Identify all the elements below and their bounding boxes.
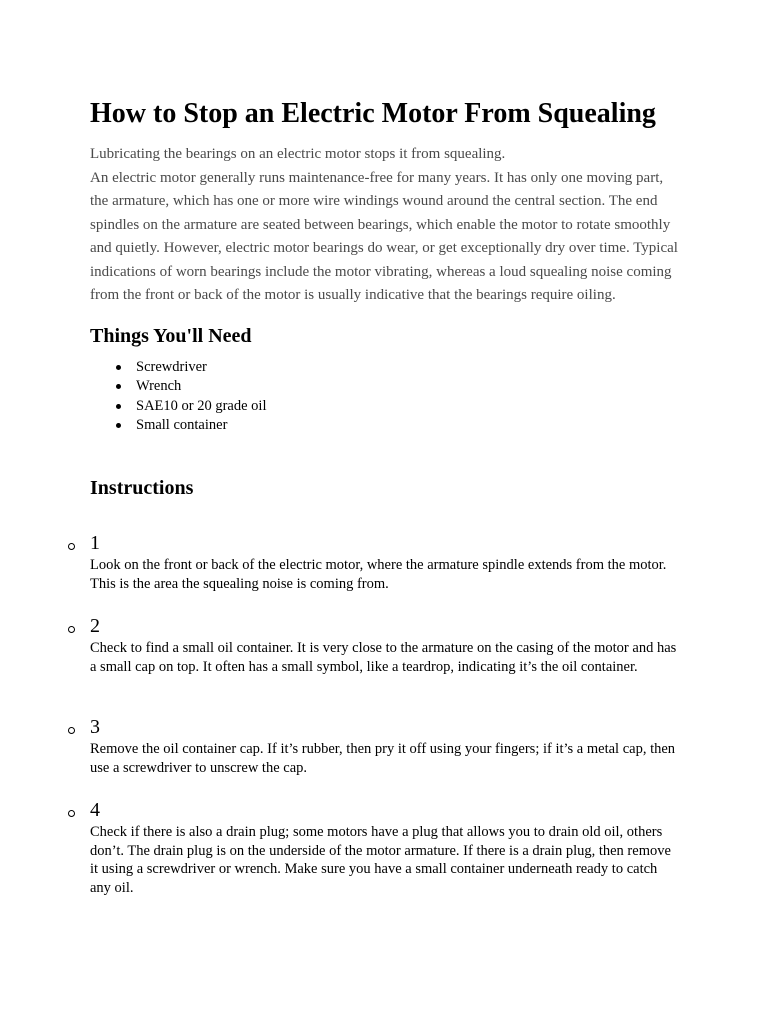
step-number: 3 xyxy=(90,716,100,738)
step-number: 1 xyxy=(90,532,100,554)
instruction-step xyxy=(90,613,680,676)
intro-body: An electric motor generally runs maintenance-free for many years. It has only one moving part, the armature, which has one or more wire windings wound around the central section. The end spindles on the armature are seated between bearings, which enable the motor to rotate smoothly and quietly. However, electric motor bearings do wear, or get exceptionally dry over time. Typical indications of worn bearings include the motor vibrating, whereas a loud squealing noise coming from the front or back of the motor is usually indicative that the bearings require oiling. xyxy=(90,169,678,303)
bullet-icon xyxy=(116,404,121,409)
list-item-label: SAE10 or 20 grade oil xyxy=(136,397,267,414)
list-item xyxy=(90,416,266,435)
list-item-label: Small container xyxy=(136,416,228,433)
step-text: Check if there is also a drain plug; some motors have a plug that allows you to drain old oil, others don’t. The drain plug is on the underside of the motor armature. If there is a drain plug, then remove it using a screwdriver or wrench. Make sure you have a small container underneath ready to catch any oil. xyxy=(90,824,671,896)
step-text: Look on the front or back of the electric motor, where the armature spindle extends from the motor. This is the area the squealing noise is coming from. xyxy=(90,557,667,592)
bullet-icon xyxy=(116,423,121,428)
bullet-icon xyxy=(116,365,121,370)
step-number: 4 xyxy=(90,799,100,821)
step-text: Check to find a small oil container. It is very close to the armature on the casing of the motor and has a small cap on top. It often has a small symbol, like a teardrop, indicating it’s the oil container. xyxy=(90,640,677,675)
page-title: How to Stop an Electric Motor From Squealing xyxy=(90,98,656,129)
list-item-label: Screwdriver xyxy=(136,359,207,375)
things-needed-heading: Things You'll Need xyxy=(90,325,252,347)
circle-bullet-icon xyxy=(68,626,75,633)
circle-bullet-icon xyxy=(68,810,75,817)
instruction-step xyxy=(90,530,680,593)
circle-bullet-icon xyxy=(68,727,75,734)
instruction-step xyxy=(90,797,680,897)
step-number: 2 xyxy=(90,615,100,637)
instruction-step xyxy=(90,714,680,777)
circle-bullet-icon xyxy=(68,543,75,550)
intro-caption: Lubricating the bearings on an electric motor stops it from squealing. xyxy=(90,146,506,162)
bullet-icon xyxy=(116,384,121,389)
intro-section xyxy=(90,143,680,308)
list-item xyxy=(90,358,266,377)
list-item xyxy=(90,377,266,396)
instructions-heading: Instructions xyxy=(90,477,194,499)
list-item xyxy=(90,397,266,416)
step-text: Remove the oil container cap. If it’s rubber, then pry it off using your fingers; if it’s a metal cap, then use a screwdriver to unscrew the cap. xyxy=(90,741,676,776)
things-needed-list xyxy=(90,358,266,435)
list-item-label: Wrench xyxy=(136,378,182,395)
